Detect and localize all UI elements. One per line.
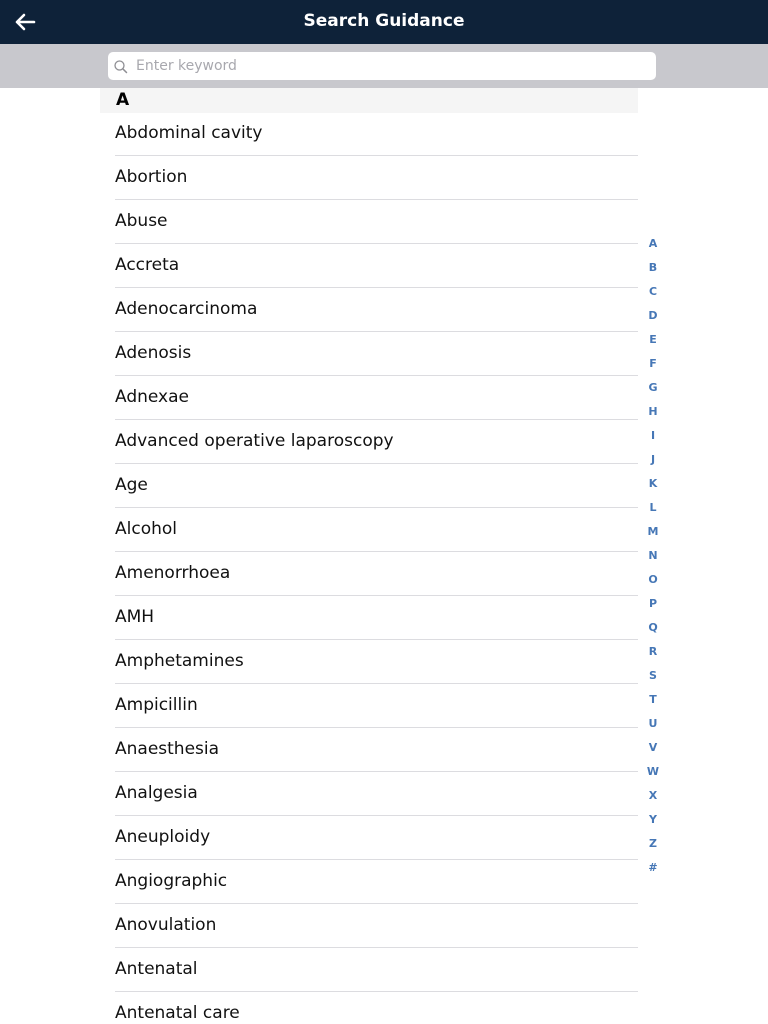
index-letter-k[interactable]: K xyxy=(648,477,658,490)
alphabet-index[interactable] xyxy=(641,232,665,880)
list-item[interactable]: Aneuploidy xyxy=(115,816,638,860)
list-item[interactable]: Accreta xyxy=(115,244,638,288)
index-letter-b[interactable]: B xyxy=(648,261,658,274)
list-item[interactable]: Angiographic xyxy=(115,860,638,904)
index-letter-w[interactable]: W xyxy=(646,765,660,778)
index-letter-s[interactable]: S xyxy=(649,669,657,682)
index-letter-c[interactable]: C xyxy=(648,285,658,298)
list-item[interactable]: Adnexae xyxy=(115,376,638,420)
index-letter-v[interactable]: V xyxy=(648,741,658,754)
search-bar xyxy=(0,44,768,88)
list-item[interactable]: Anaesthesia xyxy=(115,728,638,772)
index-letter-p[interactable]: P xyxy=(648,597,658,610)
index-letter-y[interactable]: Y xyxy=(649,813,657,826)
list-item[interactable]: Anovulation xyxy=(115,904,638,948)
index-letter-hash[interactable]: # xyxy=(648,861,658,874)
list-item[interactable]: Advanced operative laparoscopy xyxy=(115,420,638,464)
list-item[interactable]: Abortion xyxy=(115,156,638,200)
search-field[interactable] xyxy=(108,52,656,80)
section-header-a: A xyxy=(100,88,638,113)
index-letter-z[interactable]: Z xyxy=(649,837,657,850)
navigation-bar xyxy=(0,0,768,44)
list-item[interactable]: Amphetamines xyxy=(115,640,638,684)
search-icon xyxy=(113,59,129,75)
index-letter-e[interactable]: E xyxy=(649,333,657,346)
index-letter-f[interactable]: F xyxy=(649,357,657,370)
index-letter-q[interactable]: Q xyxy=(648,621,658,634)
list-item[interactable]: Abuse xyxy=(115,200,638,244)
index-letter-a[interactable]: A xyxy=(648,237,658,250)
list-item[interactable]: Alcohol xyxy=(115,508,638,552)
index-letter-m[interactable]: M xyxy=(647,525,659,538)
index-letter-n[interactable]: N xyxy=(648,549,658,562)
list-item[interactable]: Adenosis xyxy=(115,332,638,376)
list-item[interactable]: Ampicillin xyxy=(115,684,638,728)
index-letter-u[interactable]: U xyxy=(648,717,658,730)
index-letter-t[interactable]: T xyxy=(649,693,657,706)
index-letter-j[interactable]: J xyxy=(650,453,656,466)
index-letter-h[interactable]: H xyxy=(648,405,658,418)
index-letter-x[interactable]: X xyxy=(648,789,658,802)
list-item[interactable]: Amenorrhoea xyxy=(115,552,638,596)
index-letter-o[interactable]: O xyxy=(648,573,658,586)
index-letter-g[interactable]: G xyxy=(648,381,658,394)
list-item[interactable]: Antenatal care xyxy=(115,992,638,1024)
list-items xyxy=(100,113,638,1024)
list-item[interactable]: Adenocarcinoma xyxy=(115,288,638,332)
list-item[interactable]: Antenatal xyxy=(115,948,638,992)
index-letter-r[interactable]: R xyxy=(648,645,658,658)
index-letter-l[interactable]: L xyxy=(649,501,657,514)
search-input[interactable] xyxy=(136,52,646,80)
guidance-list[interactable] xyxy=(100,88,638,1024)
list-item[interactable]: Analgesia xyxy=(115,772,638,816)
index-letter-i[interactable]: I xyxy=(650,429,656,442)
page-title: Search Guidance xyxy=(303,11,465,31)
list-item[interactable]: Abdominal cavity xyxy=(115,113,638,156)
index-letter-d[interactable]: D xyxy=(648,309,658,322)
list-item[interactable]: AMH xyxy=(115,596,638,640)
list-item[interactable]: Age xyxy=(115,464,638,508)
